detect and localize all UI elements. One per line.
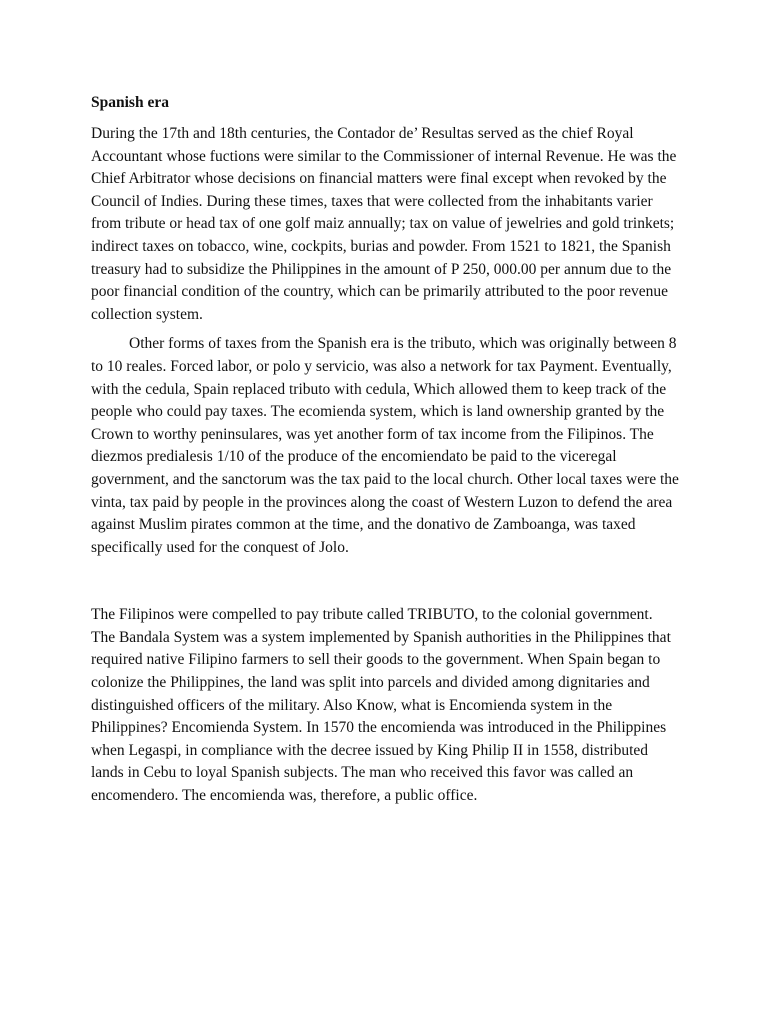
document-page xyxy=(91,92,679,808)
paragraph-other-taxes: Other forms of taxes from the Spanish era is the tributo, which was originally between 8 to 10 reales. Forced labor, or polo y servicio, was also a network for tax Payment. Eventually, with the cedula, Spain replaced tributo with cedula, Which allowed them to keep track of the people who could pay taxes. The ecomienda system, which is land ownership granted by the Crown to worthy peninsulares, was yet another form of tax income from the Filipinos. The diezmos predialesis 1/10 of the produce of the encomiendato be paid to the viceregal government, and the sanctorum was the tax paid to the local church. Other local taxes were the vinta, tax paid by people in the provinces along the coast of Western Luzon to defend the area against Muslim pirates common at the time, and the donativo de Zamboanga, was taxed specifically used for the conquest of Jolo. xyxy=(91,335,679,556)
paragraph-tributo-encomienda: The Filipinos were compelled to pay tribute called TRIBUTO, to the colonial government. The Bandala System was a system implemented by Spanish authorities in the Philippines that required native Filipino farmers to sell their goods to the government. When Spain began to colonize the Philippines, the land was split into parcels and divided among dignitaries and distinguished officers of the military. Also Know, what is Encomienda system in the Philippines? Encomienda System. In 1570 the encomienda was introduced in the Philippines when Legaspi, in compliance with the decree issued by King Philip II in 1558, distributed lands in Cebu to loyal Spanish subjects. The man who received this favor was called an encomendero. The encomienda was, therefore, a public office. xyxy=(91,606,671,805)
paragraph-contador: During the 17th and 18th centuries, the Contador de’ Resultas served as the chief Royal Accountant whose fuctions were similar to the Commissioner of internal Revenue. He was the Chief Arbitrator whose decisions on financial matters were final except when revoked by the Council of Indies. During these times, taxes that were collected from the inhabitants varier from tribute or head tax of one golf maiz annually; tax on value of jewelries and gold trinkets; indirect taxes on tobacco, wine, cockpits, burias and powder. From 1521 to 1821, the Spanish treasury had to subsidize the Philippines in the amount of P 250, 000.00 per annum due to the poor financial condition of the country, which can be primarily attributed to the poor revenue collection system. xyxy=(91,125,677,323)
section-heading: Spanish era xyxy=(91,94,169,111)
